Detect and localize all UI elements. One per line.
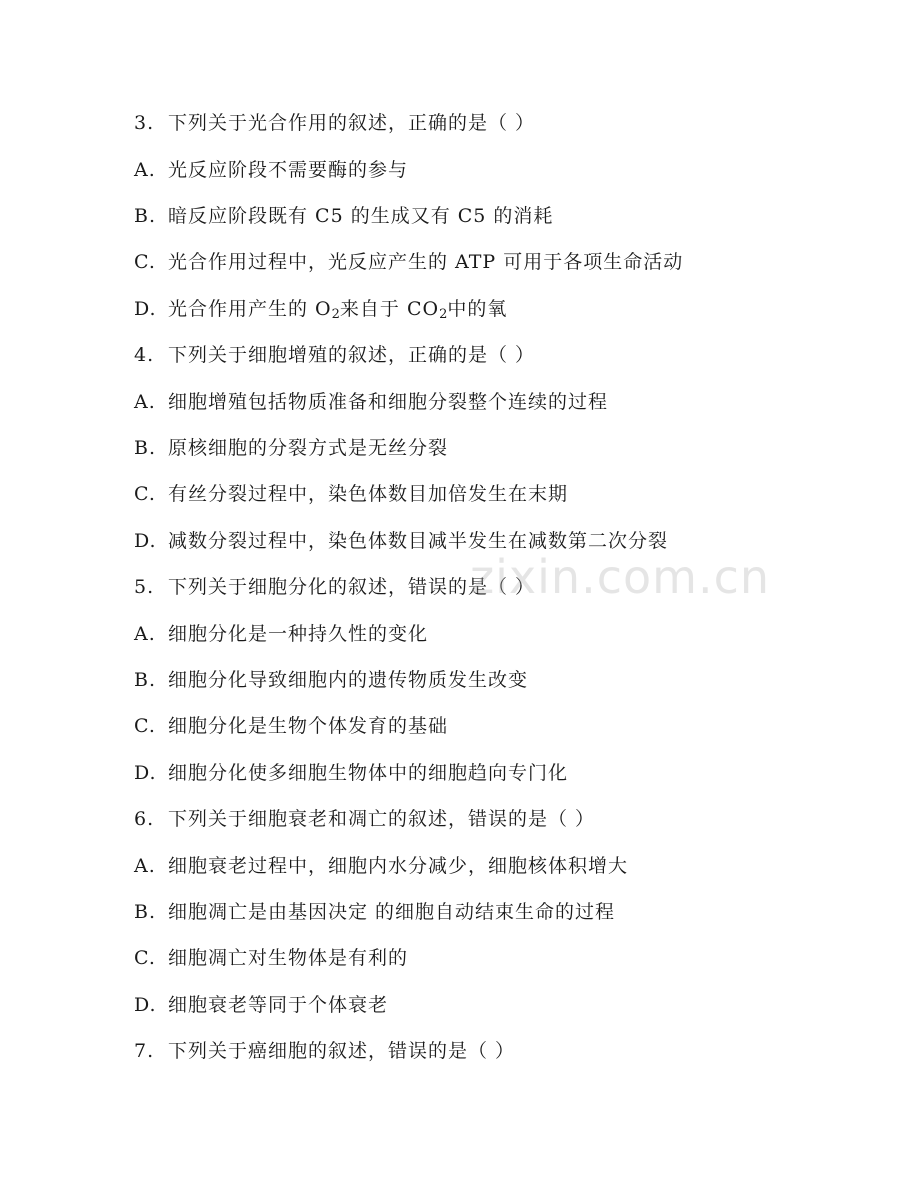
option-text: 有丝分裂过程中，染色体数目加倍发生在末期 [168, 483, 569, 505]
question-3-option-b [134, 201, 553, 231]
question-number: 7. [134, 1040, 155, 1062]
subscript: 2 [439, 307, 448, 322]
option-text: 减数分裂过程中，染色体数目减半发生在减数第二次分裂 [168, 530, 669, 552]
option-label: B. [134, 205, 157, 227]
option-label: C. [134, 947, 156, 969]
watermark: zixin.com.cn [470, 550, 771, 604]
question-4-option-d [134, 526, 668, 556]
option-text: 细胞分化导致细胞内的遗传物质发生改变 [168, 669, 529, 691]
question-number: 4. [134, 344, 155, 366]
question-text: 下列关于细胞衰老和凋亡的叙述，错误的是（ ） [168, 808, 596, 830]
option-label: C. [134, 715, 156, 737]
question-5-option-c [134, 711, 448, 741]
question-4-option-c [134, 479, 568, 509]
option-text-part: 来自于 CO [339, 298, 440, 320]
question-5-option-d [134, 758, 568, 788]
option-text: 光反应阶段不需要酶的参与 [168, 159, 409, 181]
option-text: 细胞凋亡对生物体是有利的 [168, 947, 409, 969]
option-label: A. [134, 623, 156, 645]
question-text: 下列关于细胞分化的叙述，错误的是（ ） [168, 576, 536, 598]
option-label: A. [134, 855, 156, 877]
option-label: B. [134, 437, 157, 459]
question-6-option-a [134, 851, 628, 881]
option-text: 细胞凋亡是由基因决定 的细胞自动结束生命的过程 [168, 901, 616, 923]
question-4-option-b [134, 433, 448, 463]
question-6-option-b [134, 897, 615, 927]
question-4-stem [134, 340, 535, 370]
question-5-stem [134, 572, 535, 602]
option-text: 光合作用过程中，光反应产生的 ATP 可用于各项生命活动 [168, 251, 684, 273]
option-text: 细胞衰老等同于个体衰老 [168, 994, 389, 1016]
option-text: 暗反应阶段既有 C5 的生成又有 C5 的消耗 [168, 205, 554, 227]
option-text: 细胞分化是生物个体发育的基础 [168, 715, 449, 737]
option-label: D. [134, 298, 157, 320]
option-text: 细胞分化使多细胞生物体中的细胞趋向专门化 [168, 762, 569, 784]
question-5-option-b [134, 665, 528, 695]
option-label: A. [134, 391, 156, 413]
question-4-option-a [134, 387, 608, 417]
question-6-option-c [134, 943, 408, 973]
question-6-stem [134, 804, 595, 834]
question-number: 5. [134, 576, 155, 598]
option-text: 细胞增殖包括物质准备和细胞分裂整个连续的过程 [168, 391, 609, 413]
question-number: 6. [134, 808, 155, 830]
question-text: 下列关于光合作用的叙述，正确的是（ ） [168, 112, 536, 134]
option-label: C. [134, 251, 156, 273]
option-label: A. [134, 159, 156, 181]
question-5-option-a [134, 619, 428, 649]
question-text: 下列关于癌细胞的叙述，错误的是（ ） [168, 1040, 516, 1062]
question-3-option-a [134, 155, 408, 185]
option-text: 原核细胞的分裂方式是无丝分裂 [168, 437, 449, 459]
subscript: 2 [331, 307, 340, 322]
option-label: D. [134, 762, 157, 784]
question-7-stem [134, 1036, 515, 1066]
question-3-option-c [134, 247, 683, 277]
option-label: C. [134, 483, 156, 505]
question-text: 下列关于细胞增殖的叙述，正确的是（ ） [168, 344, 536, 366]
option-label: D. [134, 994, 157, 1016]
option-text-part: 光合作用产生的 O [168, 298, 332, 320]
option-text: 细胞分化是一种持久性的变化 [168, 623, 429, 645]
option-label: B. [134, 901, 157, 923]
option-text: 细胞衰老过程中，细胞内水分减少，细胞核体积增大 [168, 855, 629, 877]
option-text-part: 中的氧 [447, 298, 508, 320]
question-3-stem [134, 108, 535, 138]
option-label: D. [134, 530, 157, 552]
question-number: 3. [134, 112, 155, 134]
option-label: B. [134, 669, 157, 691]
question-6-option-d [134, 990, 388, 1020]
question-3-option-d [134, 294, 507, 324]
